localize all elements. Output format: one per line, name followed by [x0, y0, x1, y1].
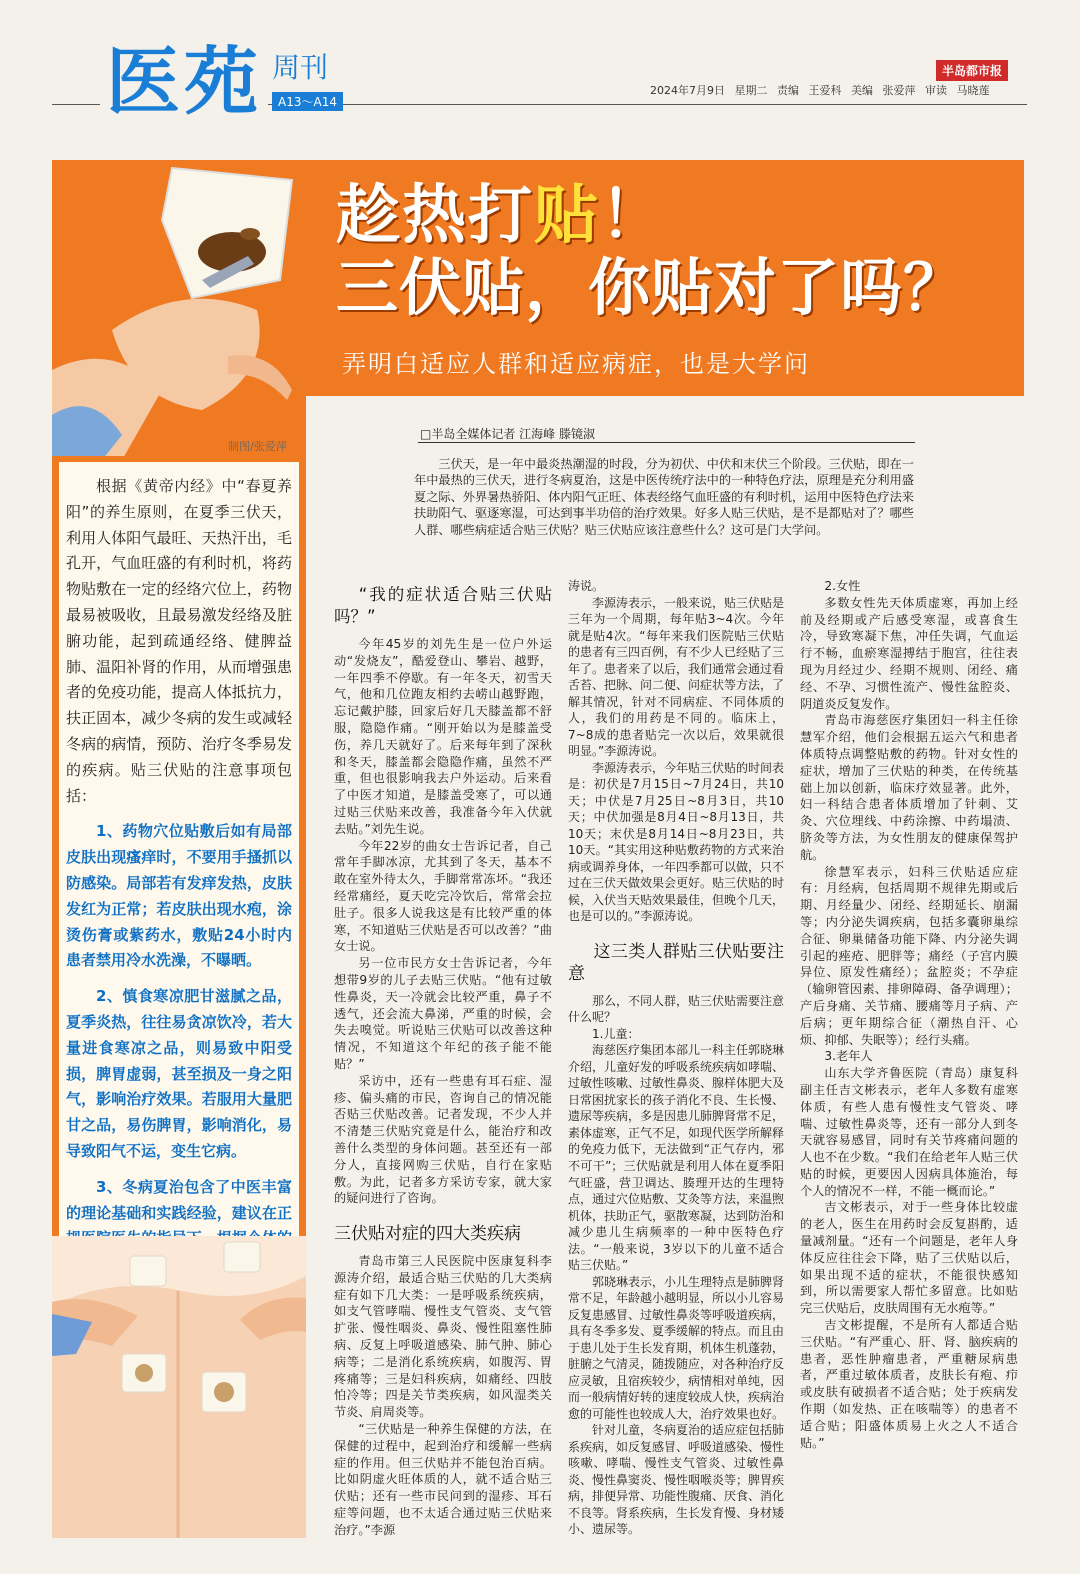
designer-name: 张爱萍	[882, 84, 916, 97]
paragraph: 郭晓琳表示，小儿生理特点是肺脾肾常不足，年龄越小越明显，所以小儿容易反复患感冒、过敏性鼻炎等呼吸道疾病，具有冬季多发、夏季缓解的特点。而且由于患儿处于生长发育期，机体生机蓬勃，脏腑之气清灵，随拨随应，对各种治疗反应灵敏，且宿疾较少，病情相对单纯，因而一般病情好转的速度较成人快，疾病治愈的可能性也较成人大，治疗效果也好。	[568, 1274, 785, 1421]
paragraph: 涛说。	[568, 579, 605, 593]
masthead-pages: A13～A14	[272, 92, 343, 111]
paragraph: 海慈医疗集团本部儿一科主任郭晓琳介绍，儿童好发的呼吸系统疾病如哮喘、过敏性咳嗽、过敏性鼻炎、腺样体肥大及日常困扰家长的孩子消化不良、生长慢、遗尿等疾病，多是因患儿肺脾肾常不足，素体虚寒，正气不足，如现代医学所解释的免疫力低下，无法做到“正气存内，邪不可干”；三伏贴就是利用人体在夏季阳气旺盛，营卫调达、腠理开达的生理特点，通过穴位贴敷、艾灸等方法，来温煦机体，扶助正气，驱散寒凝，达到防治和减少患儿生病频率的一种中医特色疗法。“一般来说，3岁以下的儿童不适合贴三伏贴。”	[568, 1043, 785, 1273]
back-plaster-illustration	[52, 1236, 306, 1538]
designer-label: 美编	[851, 84, 873, 97]
sidebar-intro: 根据《黄帝内经》中“春夏养阳”的养生原则，在夏季三伏天，利用人体阳气最旺、天热汗出，毛孔开，气血旺盛的有利时机，将药物贴敷在一定的经络穴位上，药物最易被吸收，且最易激发经络及脏腑功能，起到疏通经络、健脾益肺、温阳补肾的作用，从而增强患者的免疫功能，提高人体抵抗力，扶正固本，减少冬病的发生或减轻冬病的病情，预防、治疗冬季易发的疾病。贴三伏贴的注意事项包括：	[66, 477, 292, 805]
sidebar-text	[66, 474, 292, 1278]
section-heading: 这三类人群贴三伏贴要注意	[568, 941, 784, 984]
section-heading: “我的症状适合贴三伏贴吗？”	[334, 585, 552, 626]
byline: □半岛全媒体记者 江海峰 滕镜淑	[420, 427, 595, 441]
sidebar-tip: 2、慎食寒凉肥甘滋腻之品，夏季炎热，往往易贪凉饮冷，若大量进食寒凉之品，则易致中阳受损，脾胃虚弱，甚至损及一身之阳气，影响治疗效果。若服用大量肥甘之品，易伤脾胃，影响消化，易导致阳气不运，变生它病。	[66, 987, 292, 1160]
issue-weekday: 星期二	[734, 84, 768, 97]
paragraph: 今年22岁的曲女士告诉记者，自己常年手脚冰凉，尤其到了冬天，基本不敢在室外待太久，手脚常常冻坏。“我还经常痛经，夏天吃完冷饮后，常常会拉肚子。很多人说我这是有比较严重的体寒，不知道贴三伏贴是否可以改善？”曲女士说。	[334, 838, 552, 954]
proof-name: 马晓莲	[956, 84, 990, 97]
subheading: 2.女性	[824, 579, 861, 593]
paragraph: 李源涛表示，今年贴三伏贴的时间表是：初伏是7月15日~7月24日，共10天；中伏是7月25日~8月3日，共10天；中伏加强是8月4日~8月13日，共10天；末伏是8月14日~8月23日，共10天。“其实用这种贴敷药物的方式来治病或调养身体，一年四季都可以做，只不过在三伏天做效果会更好。贴三伏贴的时候，入伏当天贴效果最佳，但晚个几天，也是可以的。”李源涛说。	[568, 760, 785, 924]
paragraph: 采访中，还有一些患有耳石症、湿疹、偏头痛的市民，咨询自己的情况能否贴三伏贴改善。记者发现，不少人并不清楚三伏贴究竟是什么，能治疗和改善什么类型的身体问题。甚至还有一部分人，直接网购三伏贴，自行在家贴敷。为此，记者多方采访专家，就大家的疑问进行了咨询。	[334, 1073, 552, 1206]
issue-date: 2024年7月9日	[650, 84, 725, 97]
paragraph: “三伏贴是一种养生保健的方法，在保健的过程中，起到治疗和缓解一些病症的作用。但三伏贴并不能包治百病。比如阴虚火旺体质的人，就不适合贴三伏贴；还有一些市民问到的湿疹、耳石症等问题，也不太适合通过贴三伏贴来治疗。”李源	[334, 1422, 552, 1537]
headline-highlight: 贴	[534, 178, 600, 253]
sidebar-tip: 3、冬病夏治包含了中医丰富的理论基础和实践经验，建议在正	[66, 1177, 292, 1222]
subheading: 1.儿童：	[592, 1026, 640, 1041]
paragraph: 另一位市民方女士告诉记者，今年想带9岁的儿子去贴三伏贴。“他有过敏性鼻炎，天一冷就会比较严重，鼻子不透气，还会流大鼻涕，严重的时候，会失去嗅觉。听说贴三伏贴可以改善这种情况，不知道这个年纪的孩子能不能贴？”	[334, 956, 552, 1071]
paragraph: 针对儿童，冬病夏治的适应症包括肺系疾病，如反复感冒、呼吸道感染、慢性咳嗽、哮喘、慢性支气管炎、过敏性鼻炎、慢性鼻窦炎、慢性咽喉炎等；脾胃疾病，排便异常、功能性腹痛、厌食、消化不良等。肾系疾病，生长发育慢、身材矮小、遗尿等。	[568, 1423, 785, 1537]
headline-line-1	[336, 178, 666, 253]
sidebar-tip: 1、药物穴位贴敷后如有局部皮肤出现瘙痒时，不要用手搔抓以防感染。局部若有发痒发热，皮肤发红为正常；若皮肤出现水疱，涂烫伤膏或紫药水，敷贴24小时内患者禁用冷水洗澡，不曝晒。	[66, 822, 292, 970]
article-column-3	[800, 578, 1018, 1451]
section-heading: 三伏贴对症的四大类疾病	[334, 1224, 521, 1245]
headline-post: ！	[600, 178, 666, 253]
editor-name: 王爱科	[808, 84, 842, 97]
paragraph: 吉文彬提醒，不是所有人都适合贴三伏贴。“有严重心、肝、肾、脑疾病的患者，恶性肿瘤患者，严重糖尿病患者，严重过敏体质者，皮肤长有疱、疖或皮肤有破损者不适合贴；处于疾病发作期（如发热、正在咳喘等）的患者不适合贴；阳盛体质易上火之人不适合贴。”	[800, 1318, 1018, 1450]
illustration-credit: 制图/张爱萍	[228, 440, 287, 453]
byline-rule	[418, 442, 915, 443]
subheading: 3.老年人	[824, 1049, 873, 1064]
paragraph: 徐慧军表示，妇科三伏贴适应症有：月经病，包括周期不规律先期或后期、月经量少、闭经、经期延长、崩漏等；内分泌失调疾病，包括多囊卵巢综合征、卵巢储备功能下降、内分泌失调引起的痤疮、肥胖等；痛经（子宫内膜异位、原发性痛经）；盆腔炎；不孕症（输卵管因素、排卵障碍、备孕调理）；产后身痛、关节痛、腰痛等月子病、产后病；更年期综合征（潮热自汗、心烦、抑郁、失眠等）；经行头痛。	[800, 864, 1018, 1047]
masthead-title: 医苑	[100, 40, 268, 124]
paragraph: 山东大学齐鲁医院（青岛）康复科副主任吉文彬表示，老年人多数有虚寒体质，有些人患有慢性支气管炎、哮喘、过敏性鼻炎等，还有一部分人到冬天就容易感冒，同时有关节疼痛问题的人也不在少数。“我们在给老年人贴三伏贴的时候，更要因人因病具体施治，每个人的情况不一样，不能一概而论。”	[800, 1066, 1018, 1198]
paragraph: 青岛市海慈医疗集团妇一科主任徐慧军介绍，他们会根据五运六气和患者体质特点调整贴敷的药物。针对女性的症状，增加了三伏贴的种类，在传统基础上加以创新，临床疗效显著。此外，妇一科结合患者体质增加了针刺、艾灸、穴位埋线、中药涂擦、中药塌渍、脐灸等方法，为女性朋友的健康保驾护航。	[800, 713, 1018, 862]
masthead-weekly: 周刊	[272, 51, 329, 84]
editor-label: 责编	[777, 84, 799, 97]
newspaper-logo: 半岛都市报	[936, 60, 1008, 81]
subheadline: 弄明白适应人群和适应病症，也是大学问	[342, 350, 810, 378]
paragraph: 今年45岁的刘先生是一位户外运动“发烧友”，酷爱登山、攀岩、越野，一年四季不停歇。有一年冬天，初雪天气，他和几位跑友相约去崂山越野跑，忘记戴护膝，回家后好几天膝盖都不舒服，隐隐作痛。“刚开始以为是膝盖受伤，养几天就好了。后来每年到了深秋和冬天，膝盖都会隐隐作痛，虽然不严重，但也很影响我去户外运动。后来看了中医才知道，是膝盖受寒了，可以通过贴三伏贴来改善，我准备今年入伏就去贴。”刘先生说。	[334, 637, 552, 836]
headline-pre: 趁热打	[336, 178, 534, 253]
paragraph: 多数女性先天体质虚寒，再加上经前及经期或产后感受寒湿，或喜食生冷，导致寒凝下焦，冲任失调，气血运行不畅，血瘀寒湿搏结于胞宫，往往表现为月经过少、经期不规则、闭经、痛经、不孕、习惯性流产、慢性盆腔炎、阴道炎反复发作。	[800, 595, 1018, 711]
plaster-illustration	[52, 160, 306, 460]
paragraph: 吉文彬表示，对于一些身体比较虚的老人，医生在用药时会反复斟酌，适量减剂量。“还有一个问题是，老年人身体反应往往会下降，贴了三伏贴以后，如果出现不适的症状，不能很快感知到，所以需要家人帮忙多留意。比如贴完三伏贴后，皮肤周围有无水疱等。”	[800, 1200, 1018, 1316]
paragraph: 李源涛表示，一般来说，贴三伏贴是三年为一个周期，每年贴3~4次。今年就是贴4次。“每年来我们医院贴三伏贴的患者有三四百例，有不少人已经贴了三年了。患者来了以后，我们通常会通过看舌苔、把脉、问二便、问症状等方法，了解其情况，针对不同病症、不同体质的人，我们的用药是不同的。临床上，7~8成的患者贴完一次以后，效果就很明显。”李源涛说。	[568, 595, 785, 759]
article-intro: 三伏天，是一年中最炎热潮湿的时段，分为初伏、中伏和末伏三个阶段。三伏贴，即在一年中最热的三伏天，进行冬病夏治，这是中医传统疗法中的一种特色疗法，原理是充分利用盛夏之际、外界暑热骄阳、体内阳气正旺、体表经络气血旺盛的有利时机，运用中医特色疗法来扶助阳气、驱逐寒湿，可达到事半功倍的治疗效果。好多人贴三伏贴，是不是都贴对了？哪些人群、哪些病症适合贴三伏贴？贴三伏贴应该注意些什么？这可是门大学问。	[414, 457, 914, 537]
article-column-1	[334, 578, 552, 1539]
paragraph: 青岛市第三人民医院中医康复科李源涛介绍，最适合贴三伏贴的几大类病症有如下几大类：一是呼吸系统疾病，如支气管哮喘、慢性支气管炎、支气管扩张、慢性咽炎、鼻炎、慢性阻塞性肺病、反复上呼吸道感染、肺气肿、肺心病等；二是消化系统疾病，如腹泻、胃疼痛等；三是妇科疾病，如痛经、四肢怕冷等；四是关节类疾病，如风湿类关节炎、肩周炎等。	[334, 1254, 552, 1420]
masthead-info	[650, 82, 990, 98]
article-column-2	[568, 578, 784, 1538]
proof-label: 审读	[925, 84, 947, 97]
headline-line-2: 三伏贴，你贴对了吗？	[336, 251, 967, 324]
paragraph: 那么，不同人群，贴三伏贴需要注意什么呢？	[568, 993, 785, 1025]
